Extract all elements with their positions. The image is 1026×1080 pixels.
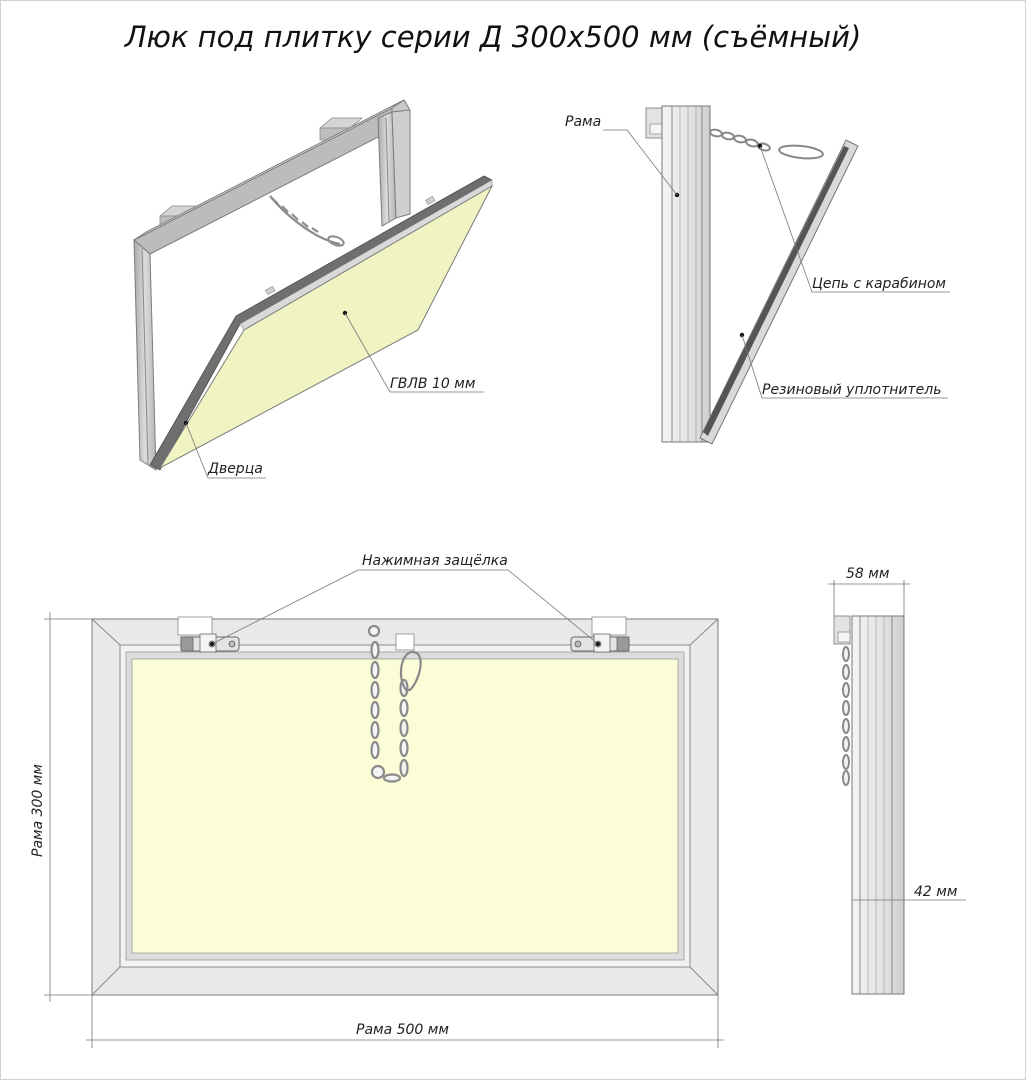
dim-depth-total-label: 58 мм (846, 566, 890, 582)
label-panel: ГВЛВ 10 мм (390, 376, 476, 392)
latch-left (181, 634, 239, 652)
dim-frame-width-label: Рама 500 мм (356, 1022, 449, 1038)
dim-depth-total (828, 580, 910, 616)
drawing-title: Люк под плитку серии Д 300х500 мм (съёмный) (124, 20, 862, 54)
label-chain: Цепь с карабином (812, 276, 946, 292)
front-view (92, 617, 718, 995)
side-view-closed (834, 616, 904, 994)
label-frame: Рама (565, 114, 602, 130)
dim-depth-frame-label: 42 мм (914, 884, 958, 900)
label-door: Дверца (208, 461, 263, 477)
dim-frame-height (44, 612, 92, 1002)
latch-right (571, 634, 629, 652)
label-seal: Резиновый уплотнитель (762, 382, 942, 398)
door-panel-iso (160, 186, 492, 468)
label-latch: Нажимная защёлка (362, 553, 508, 569)
dim-frame-height-label: Рама 300 мм (30, 764, 46, 857)
isometric-view (134, 100, 492, 470)
